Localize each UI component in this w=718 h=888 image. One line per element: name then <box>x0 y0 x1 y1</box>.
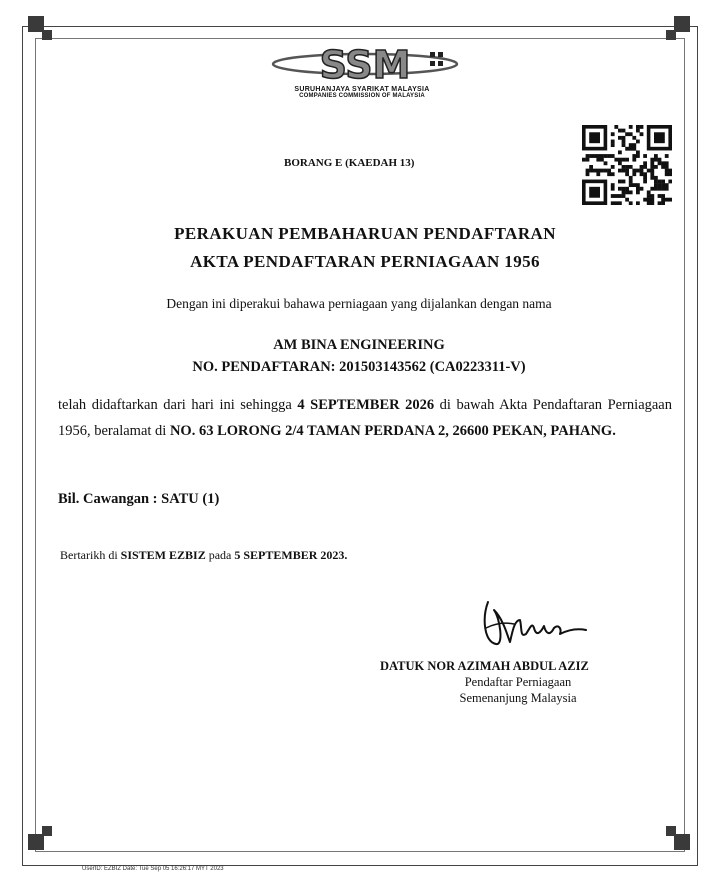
signatory-title2: Semenanjung Malaysia <box>459 691 577 705</box>
branch-label: Bil. Cawangan : <box>58 491 162 507</box>
logo-line2: COMPANIES COMMISSION OF MALAYSIA <box>299 93 425 99</box>
signature-icon <box>474 598 594 658</box>
certificate-title-line1: PERAKUAN PEMBAHARUAN PENDAFTARAN <box>174 224 556 243</box>
dated-prefix: Bertarikh di <box>60 548 121 562</box>
corner-ornament-top-left <box>28 16 52 40</box>
corner-ornament-top-right <box>666 16 690 40</box>
corner-ornament-bottom-left <box>28 826 52 850</box>
signatory-title1: Pendaftar Perniagaan <box>464 675 572 689</box>
para-prefix: telah didaftarkan dari hari ini sehingga <box>58 397 298 413</box>
expiry-date: 4 SEPTEMBER 2026 <box>297 397 435 413</box>
branch-value: SATU (1) <box>161 491 220 507</box>
qr-code-icon <box>582 125 672 205</box>
registration-paragraph <box>58 392 672 444</box>
registration-number: NO. PENDAFTARAN: 201503143562 (CA0223311-V) <box>192 359 526 375</box>
dated-middle: pada <box>205 548 235 562</box>
para-middle: di bawah Akta Pendaftaran Perniagaan 1956, beralamat di <box>58 397 672 439</box>
intro-text: Dengan ini diperakui bahawa perniagaan yang dijalankan dengan nama <box>166 296 552 311</box>
business-name: AM BINA ENGINEERING <box>273 337 445 353</box>
certificate-title-line2: AKTA PENDAFTARAN PERNIAGAAN 1956 <box>190 252 540 271</box>
signatory-name: DATUK NOR AZIMAH ABDUL AZIZ <box>380 659 589 673</box>
form-code: BORANG E (KAEDAH 13) <box>284 157 415 169</box>
svg-text:SSM: SSM <box>319 43 411 87</box>
footer-userid: UserID: EZBIZ Date: Tue Sep 05 16:26:17 MYT 2023 <box>82 866 224 872</box>
dated-date: 5 SEPTEMBER 2023. <box>234 548 348 562</box>
dated-line <box>60 548 347 563</box>
branch-count <box>58 491 219 508</box>
logo-line1: SURUHANJAYA SYARIKAT MALAYSIA <box>294 86 430 93</box>
dated-system: SISTEM EZBIZ <box>120 548 206 562</box>
business-address: NO. 63 LORONG 2/4 TAMAN PERDANA 2, 26600 PEKAN, PAHANG. <box>169 423 616 439</box>
corner-ornament-bottom-right <box>666 826 690 850</box>
